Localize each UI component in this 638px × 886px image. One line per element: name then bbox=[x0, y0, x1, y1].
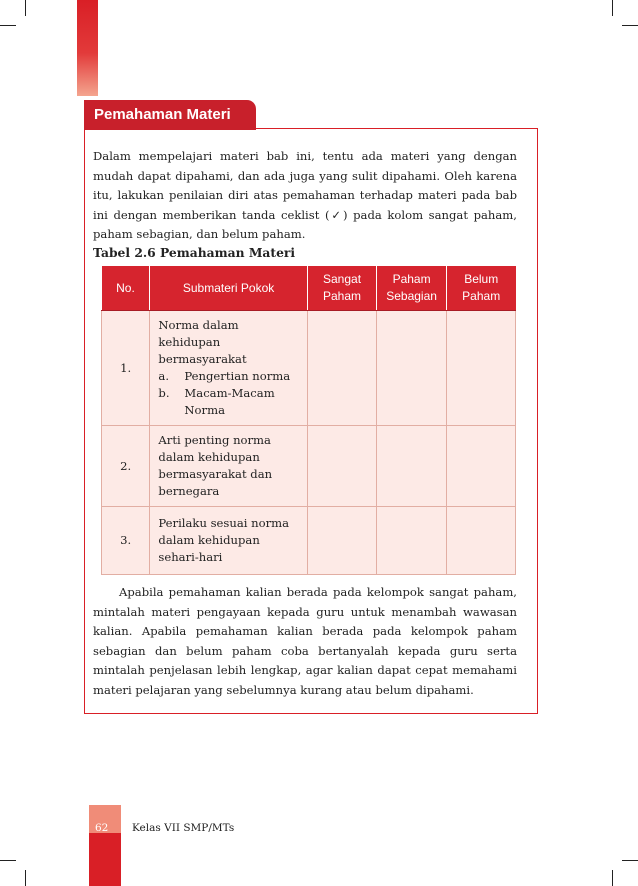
checkbox-cell-paham-sebagian[interactable] bbox=[377, 507, 447, 575]
table-caption: Tabel 2.6 Pemahaman Materi bbox=[93, 245, 296, 260]
list-marker: a. bbox=[158, 369, 170, 383]
intro-paragraph: Dalam mempelajari materi bab ini, tentu ada materi yang dengan mudah dapat dipahami, dan ada juga yang sulit dipahami. Oleh karena itu, lakukan penilaian diri atas pemahaman terhadap materi pada bab ini dengan memberikan tanda ceklist (✓) pada kolom sangat paham, paham sebagian, dan belum paham. bbox=[93, 149, 517, 241]
list-text: Pengertian norma bbox=[184, 369, 291, 383]
row-number: 1. bbox=[102, 311, 150, 426]
crop-mark bbox=[622, 25, 638, 26]
row-number: 2. bbox=[102, 426, 150, 507]
checkbox-cell-sangat-paham[interactable] bbox=[307, 426, 377, 507]
submateri-title: Norma dalam kehidupan bermasyarakat bbox=[158, 318, 247, 366]
col-header-no: No. bbox=[102, 266, 150, 311]
table-row bbox=[102, 507, 516, 575]
list-item bbox=[158, 385, 302, 419]
table-header-row bbox=[102, 266, 516, 311]
crop-mark bbox=[622, 860, 638, 861]
checkbox-cell-sangat-paham[interactable] bbox=[307, 311, 377, 426]
book-title: Kelas VII SMP/MTs bbox=[132, 822, 235, 834]
crop-mark bbox=[0, 25, 16, 26]
submateri-cell bbox=[150, 311, 307, 426]
closing-paragraph: Apabila pemahaman kalian berada pada kelompok sangat paham, mintalah materi pengayaan kepada guru untuk menambah wawasan kalian. Apabila pemahaman kalian berada pada kelompok paham sebagian dan belum paham coba bertanyalah kepada guru serta mintalah penjelasan lebih lengkap, agar kalian dapat cepat memahami materi pelajaran yang sebelumnya kurang atau belum dipahami. bbox=[93, 585, 517, 697]
understanding-table bbox=[101, 266, 516, 575]
row-number: 3. bbox=[102, 507, 150, 575]
col-header-belum-paham: Belum Paham bbox=[446, 266, 515, 311]
col-header-sangat-paham: Sangat Paham bbox=[307, 266, 377, 311]
crop-mark bbox=[0, 860, 16, 861]
crop-mark bbox=[612, 870, 613, 886]
list-item bbox=[158, 368, 302, 385]
list-marker: b. bbox=[158, 386, 170, 400]
checkbox-cell-belum-paham[interactable] bbox=[446, 507, 515, 575]
table-row bbox=[102, 426, 516, 507]
submateri-cell: Arti penting norma dalam kehidupan bermasyarakat dan bernegara bbox=[150, 426, 307, 507]
top-side-decoration bbox=[77, 0, 98, 96]
checkbox-cell-belum-paham[interactable] bbox=[446, 426, 515, 507]
crop-mark bbox=[25, 0, 26, 16]
submateri-list bbox=[158, 368, 302, 419]
section-title: Pemahaman Materi bbox=[84, 100, 256, 130]
checkbox-cell-sangat-paham[interactable] bbox=[307, 507, 377, 575]
submateri-cell: Perilaku sesuai norma dalam kehidupan sehari-hari bbox=[150, 507, 307, 575]
checkbox-cell-belum-paham[interactable] bbox=[446, 311, 515, 426]
page-number: 62 bbox=[95, 822, 109, 834]
table-row bbox=[102, 311, 516, 426]
col-header-submateri: Submateri Pokok bbox=[150, 266, 307, 311]
checkbox-cell-paham-sebagian[interactable] bbox=[377, 426, 447, 507]
checkbox-cell-paham-sebagian[interactable] bbox=[377, 311, 447, 426]
crop-mark bbox=[612, 0, 613, 16]
crop-mark bbox=[25, 870, 26, 886]
col-header-paham-sebagian: Paham Sebagian bbox=[377, 266, 447, 311]
list-text: Macam-Macam Norma bbox=[184, 386, 275, 417]
